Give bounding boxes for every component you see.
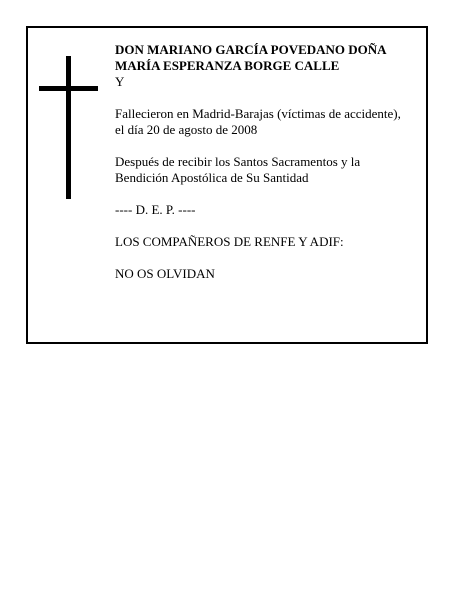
death-details-line-1: Fallecieron en Madrid-Barajas (víctimas de accidente), — [115, 106, 401, 121]
rip-line: ---- D. E. P. ---- — [115, 202, 196, 217]
cross-icon — [39, 56, 101, 199]
deceased-name-line-1: DON MARIANO GARCÍA POVEDANO DOÑA — [115, 42, 387, 57]
death-details-line-2: el día 20 de agosto de 2008 — [115, 122, 258, 137]
conjunction: Y — [115, 74, 125, 89]
sacraments-line-2: Bendición Apostólica de Su Santidad — [115, 170, 309, 185]
obituary-notice — [26, 26, 428, 344]
sacraments-line-1: Después de recibir los Santos Sacramentos y la — [115, 154, 361, 169]
notice-text — [115, 42, 420, 282]
cross-horizontal-bar — [39, 86, 98, 91]
cross-vertical-bar — [66, 56, 71, 199]
closing-line: NO OS OLVIDAN — [115, 266, 215, 281]
sender-line: LOS COMPAÑEROS DE RENFE Y ADIF: — [115, 234, 344, 249]
deceased-name-line-2: MARÍA ESPERANZA BORGE CALLE — [115, 58, 340, 73]
